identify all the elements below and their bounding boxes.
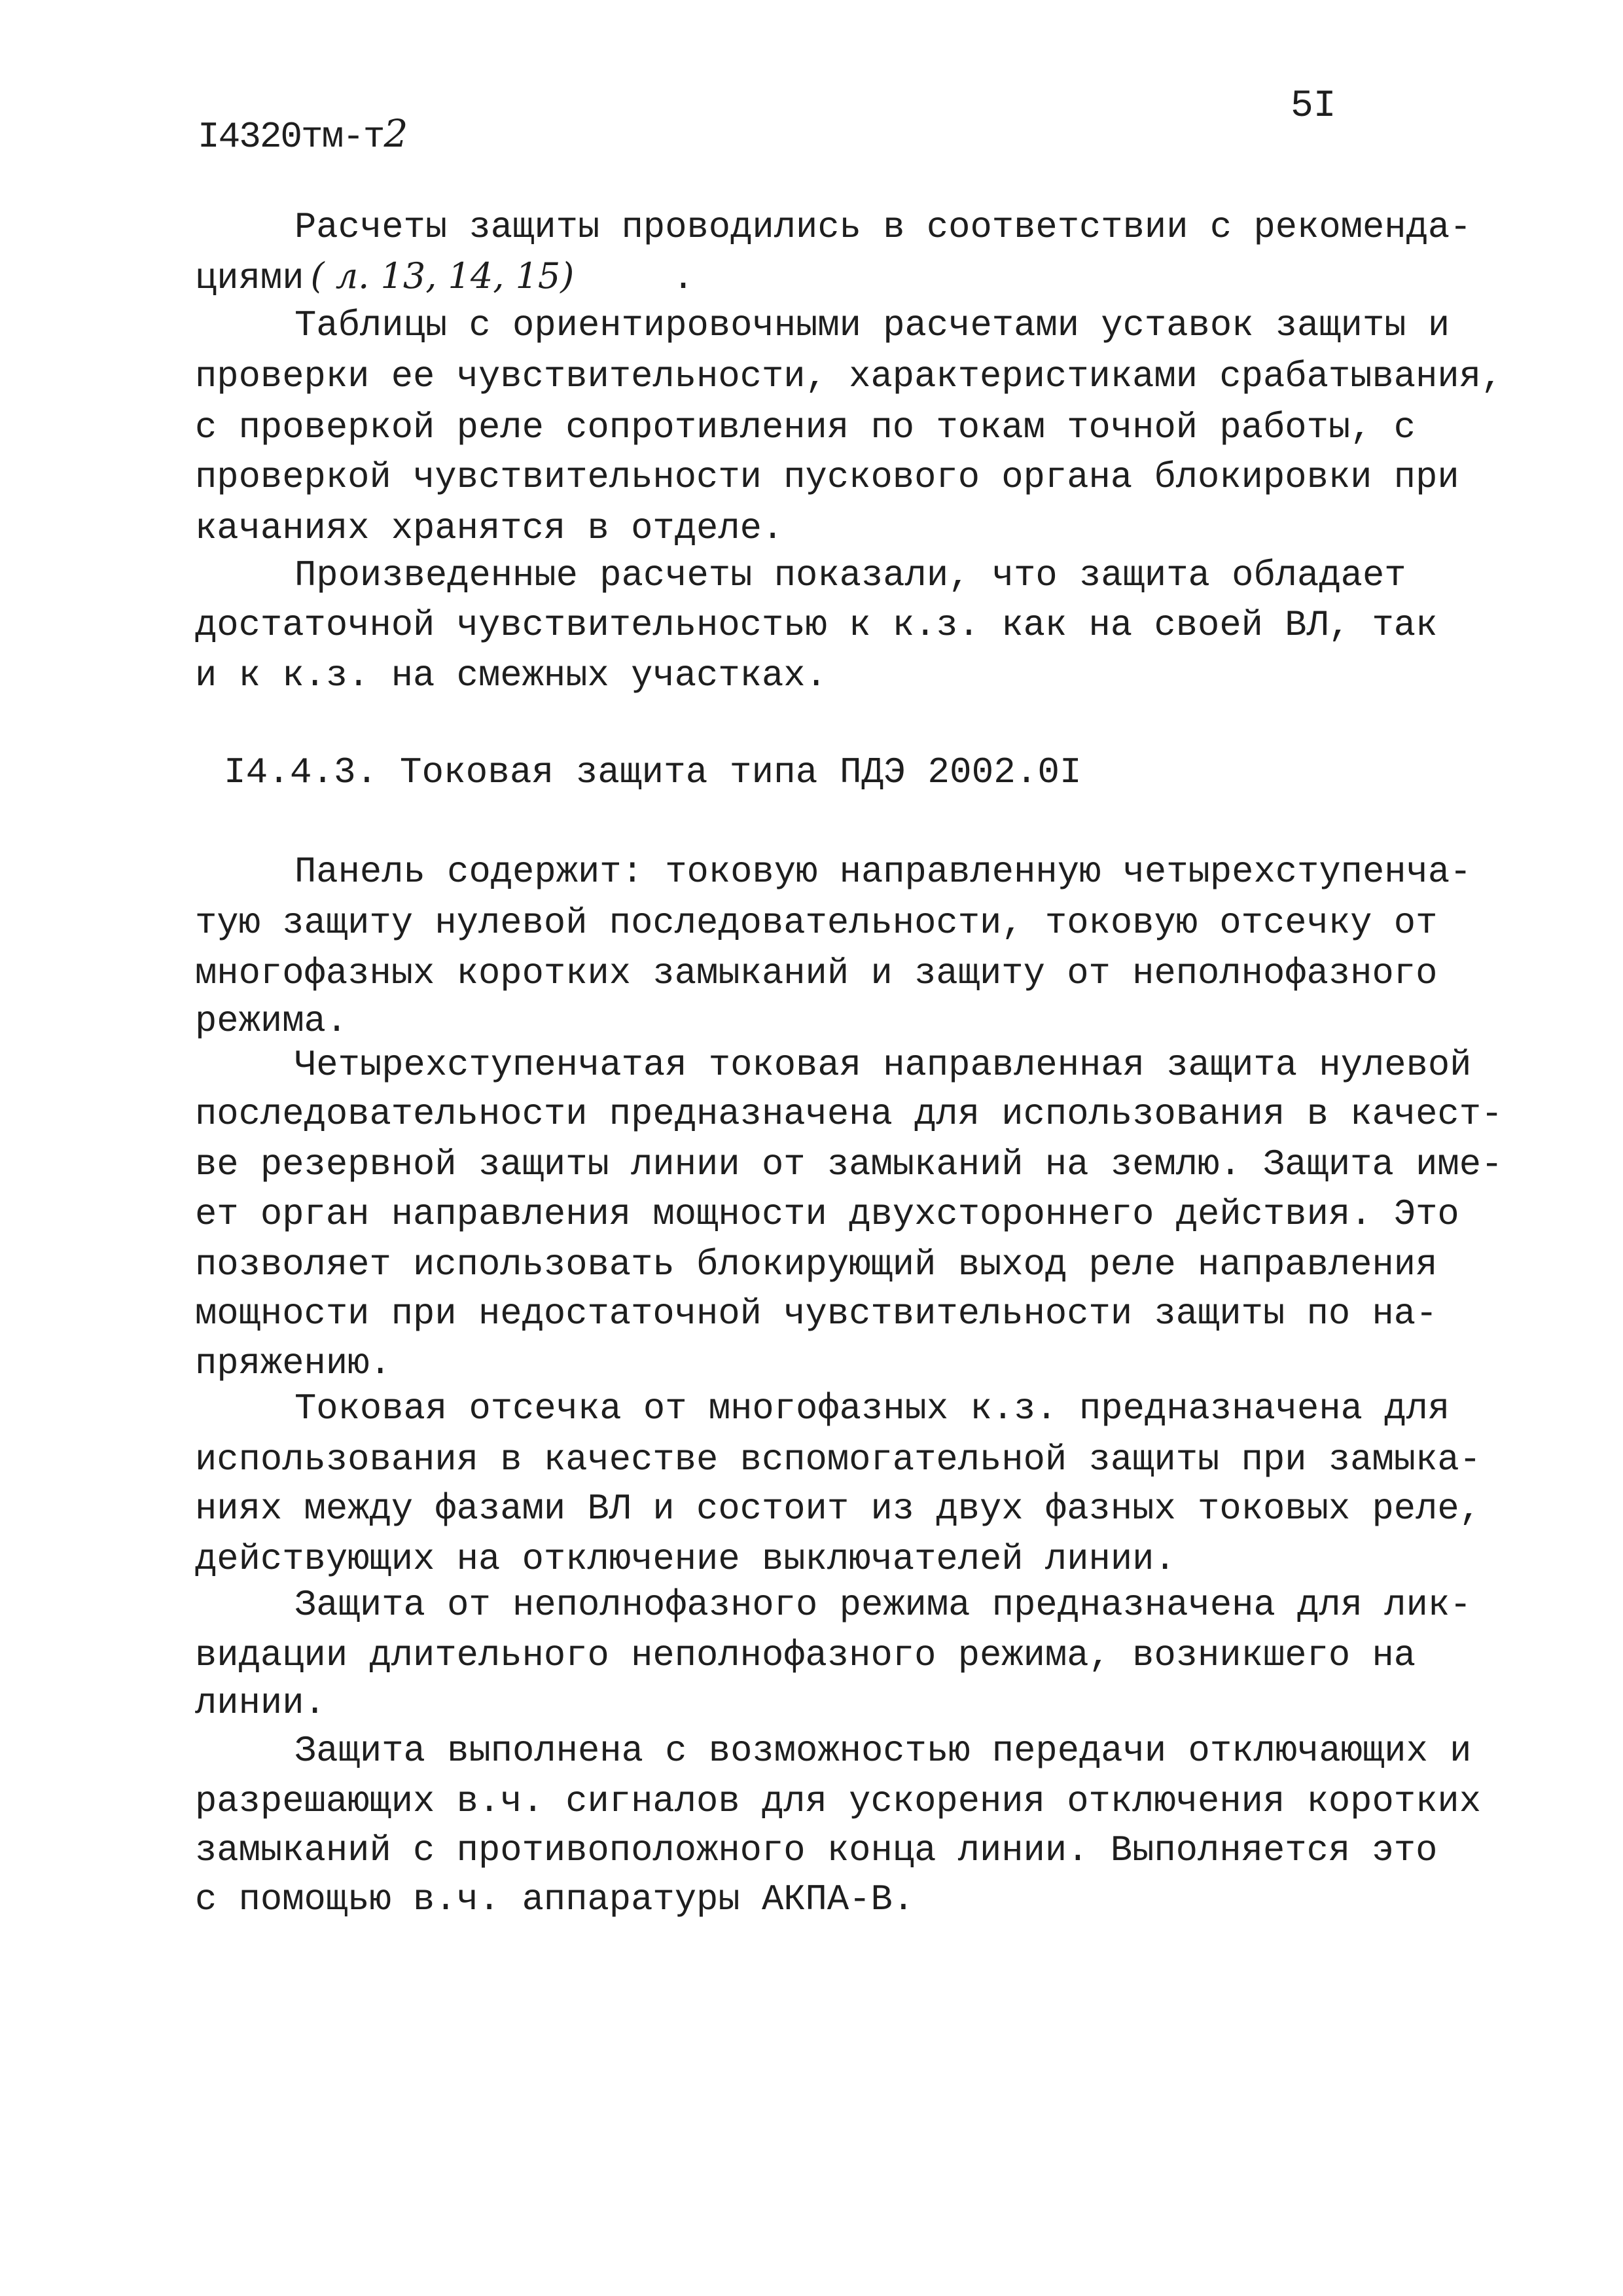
paragraph-2-line-1: Таблицы с ориентировочными расчетами уставок защиты и [294, 305, 1450, 346]
paragraph-5-line-7: пряжению. [195, 1343, 391, 1384]
paragraph-5-line-4: ет орган направления мощности двухстороннего действия. Это [195, 1194, 1459, 1235]
paragraph-4-line-1: Панель содержит: токовую направленную четырехступенча- [294, 852, 1472, 893]
paragraph-1-line-2-end: . [672, 258, 694, 299]
paragraph-8-line-2: разрешающих в.ч. сигналов для ускорения отключения коротких [195, 1781, 1482, 1822]
paragraph-3-line-3: и к к.з. на смежных участках. [195, 655, 827, 696]
paragraph-7-line-3: линии. [195, 1683, 326, 1724]
paragraph-1-line-2 [195, 255, 694, 299]
paragraph-5-line-5: позволяет использовать блокирующий выход реле направления [195, 1244, 1438, 1285]
paragraph-6-line-4: действующих на отключение выключателей линии. [195, 1539, 1176, 1580]
paragraph-7-line-2: видации длительного неполнофазного режима, возникшего на [195, 1635, 1416, 1676]
paragraph-3-line-2: достаточной чувствительностью к к.з. как на своей ВЛ, так [195, 605, 1438, 646]
paragraph-5-line-6: мощности при недостаточной чувствительности защиты по на- [195, 1293, 1438, 1335]
paragraph-4-line-4: режима. [195, 1001, 348, 1042]
paragraph-1-line-1: Расчеты защиты проводились в соответствии с рекоменда- [294, 207, 1472, 248]
paragraph-7-line-1: Защита от неполнофазного режима предназначена для лик- [294, 1585, 1472, 1626]
paragraph-2-line-4: проверкой чувствительности пускового органа блокировки при [195, 457, 1459, 498]
paragraph-2-line-5: качаниях хранятся в отделе. [195, 508, 784, 549]
paragraph-6-line-1: Токовая отсечка от многофазных к.з. предназначена для [294, 1388, 1450, 1429]
paragraph-1-line-2-text: циями [195, 258, 304, 299]
paragraph-6-line-2: использования в качестве вспомогательной защиты при замыка- [195, 1439, 1482, 1480]
paragraph-5-line-1: Четырехступенчатая токовая направленная защита нулевой [294, 1045, 1472, 1086]
document-code-text: I4320тм-т [198, 116, 384, 158]
page-number: 5I [1291, 85, 1336, 128]
paragraph-8-line-4: с помощью в.ч. аппаратуры АКПА-В. [195, 1879, 915, 1920]
paragraph-2-line-3: с проверкой реле сопротивления по токам точной работы, с [195, 407, 1416, 448]
paragraph-5-line-2: последовательности предназначена для использования в качест- [195, 1094, 1503, 1135]
paragraph-2-line-2: проверки ее чувствительности, характеристиками срабатывания, [195, 356, 1503, 397]
paragraph-5-line-3: ве резервной защиты линии от замыканий на землю. Защита име- [195, 1144, 1503, 1185]
paragraph-4-line-2: тую защиту нулевой последовательности, токовую отсечку от [195, 903, 1438, 944]
paragraph-8-line-1: Защита выполнена с возможностью передачи отключающих и [294, 1731, 1472, 1772]
paragraph-3-line-1: Произведенные расчеты показали, что защита обладает [294, 555, 1406, 596]
handwritten-reference: ( л. 13, 14, 15) [310, 255, 575, 296]
document-code-handwritten-suffix: 2 [383, 111, 407, 156]
section-heading: I4.4.3. Токовая защита типа ПДЭ 2002.0I [224, 751, 1082, 793]
paragraph-8-line-3: замыканий с противоположного конца линии. Выполняется это [195, 1830, 1438, 1871]
paragraph-6-line-3: ниях между фазами ВЛ и состоит из двух фазных токовых реле, [195, 1488, 1482, 1530]
document-code [198, 111, 406, 158]
paragraph-4-line-3: многофазных коротких замыканий и защиту от неполнофазного [195, 953, 1438, 994]
